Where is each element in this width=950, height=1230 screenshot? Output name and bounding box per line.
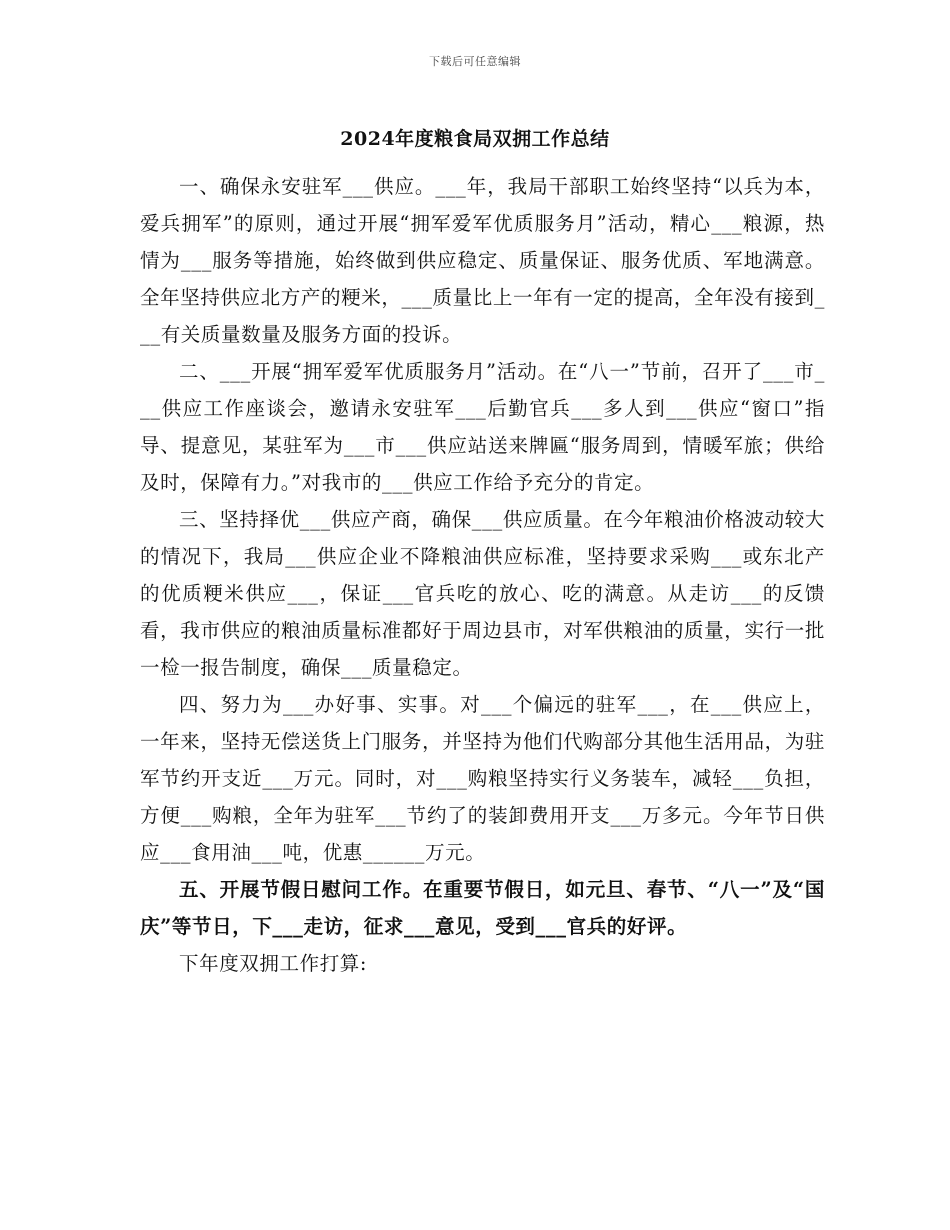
paragraph-6: 下年度双拥工作打算: (179, 952, 368, 975)
paragraph-5: 五、开展节假日慰问工作。在重要节假日，如元旦、春节、“八一”及“国庆”等节日，下___走访，征求___意见，受到___官兵的好评。 (140, 878, 825, 938)
header-note: 下载后可任意编辑 (429, 55, 521, 68)
paragraph-4: 四、努力为___办好事、实事。对___个偏远的驻军___，在___供应上，一年来，坚持无偿送货上门服务，并坚持为他们代购部分其他生活用品，为驻军节约开支近___万元。同时，对___购粮坚持实行义务装车，减轻___负担，方便___购粮，全年为驻军___节约了的装卸费用开支___万多元。今年节日供应___食用油___吨，优惠______万元。 (140, 693, 825, 864)
document-body (140, 168, 825, 982)
paragraph-3: 三、坚持择优___供应产商，确保___供应质量。在今年粮油价格波动较大的情况下，我局___供应企业不降粮油供应标准，坚持要求采购___或东北产的优质粳米供应___，保证___官兵吃的放心、吃的满意。从走访___的反馈看，我市供应的粮油质量标准都好于周边县市，对军供粮油的质量，实行一批一检一报告制度，确保___质量稳定。 (140, 508, 825, 679)
document-title: 2024年度粮食局双拥工作总结 (340, 128, 610, 150)
paragraph-2: 二、___开展“拥军爱军优质服务月”活动。在“八一”节前，召开了___市___供应工作座谈会，邀请永安驻军___后勤官兵___多人到___供应“窗口”指导、提意见，某驻军为___市___供应站送来牌匾“服务周到，情暖军旅；供给及时，保障有力。”对我市的___供应工作给予充分的肯定。 (140, 360, 825, 494)
paragraph-1: 一、确保永安驻军___供应。___年，我局干部职工始终坚持“以兵为本，爱兵拥军”的原则，通过开展“拥军爱军优质服务月”活动，精心___粮源，热情为___服务等措施，始终做到供应稳定、质量保证、服务优质、军地满意。全年坚持供应北方产的粳米，___质量比上一年有一定的提高，全年没有接到___有关质量数量及服务方面的投诉。 (140, 175, 825, 346)
